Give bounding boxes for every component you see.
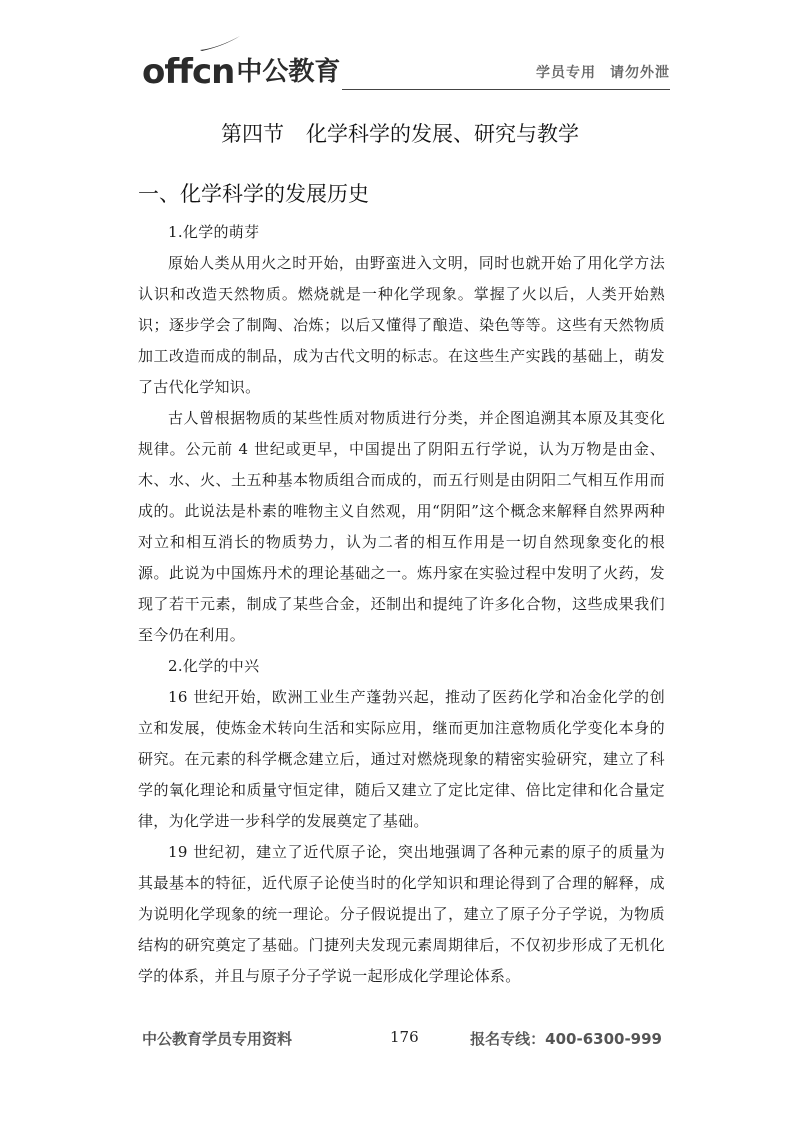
header-tag-right: 请勿外泄 bbox=[610, 65, 670, 81]
subheading-revival: 2.化学的中兴 bbox=[168, 657, 260, 675]
paragraph: 19 世纪初，建立了近代原子论，突出地强调了各种元素的原子的质量为其最基本的特征，近代原子论使当时的化学知识和理论得到了合理的解释，成为说明化学现象的统一理论。分子假说提出了，建立了原子分子学说，为物质结构的研究奠定了基础。门捷列夫发现元素周期律后，不仅初步形成了无机化学的体系，并且与原子分子学说一起形成化学理论体系。 bbox=[138, 843, 665, 985]
page-number: 176 bbox=[390, 1028, 419, 1046]
footer-left: 中公教育学员专用资料 bbox=[142, 1030, 293, 1048]
paragraph: 原始人类从用火之时开始，由野蛮进入文明，同时也就开始了用化学方法认识和改造天然物质。燃烧就是一种化学现象。掌握了火以后，人类开始熟识；逐步学会了制陶、冶炼；以后又懂得了酿造、染色等等。这些有天然物质加工改造而成的制品，成为古代文明的标志。在这些生产实践的基础上，萌发了古代化学知识。 bbox=[138, 254, 665, 396]
logo-swoosh-icon bbox=[198, 34, 242, 52]
logo-cn-text: 中公教育 bbox=[236, 57, 341, 87]
subheading-sprout: 1.化学的萌芽 bbox=[168, 223, 260, 241]
body-text bbox=[138, 217, 665, 992]
heading-1: 一、化学科学的发展历史 bbox=[138, 182, 369, 206]
offcn-logo bbox=[142, 40, 340, 92]
page-header bbox=[142, 40, 670, 92]
header-rule bbox=[342, 89, 670, 90]
page-footer bbox=[142, 1028, 662, 1052]
header-tag bbox=[536, 62, 670, 82]
paragraph: 16 世纪开始，欧洲工业生产蓬勃兴起，推动了医药化学和冶金化学的创立和发展，使炼金术转向生活和实际应用，继而更加注意物质化学变化本身的研究。在元素的科学概念建立后，通过对燃烧现象的精密实验研究，建立了科学的氧化理论和质量守恒定律，随后又建立了定比定律、倍比定律和化合量定律，为化学进一步科学的发展奠定了基础。 bbox=[138, 688, 665, 830]
paragraph: 古人曾根据物质的某些性质对物质进行分类，并企图追溯其本原及其变化规律。公元前 4 世纪或更早，中国提出了阴阳五行学说，认为万物是由金、木、水、火、土五种基本物质组合而成的，而五行则是由阴阳二气相互作用而成的。此说法是朴素的唯物主义自然观，用“阴阳”这个概念来解释自然界两种对立和相互消长的物质势力，认为二者的相互作用是一切自然现象变化的根源。此说为中国炼丹术的理论基础之一。炼丹家在实验过程中发明了火药，发现了若干元素，制成了某些合金，还制出和提纯了许多化合物，这些成果我们至今仍在利用。 bbox=[138, 409, 665, 644]
section-number: 第四节 bbox=[221, 122, 284, 146]
section-title bbox=[0, 118, 800, 148]
section-title-text: 化学科学的发展、研究与教学 bbox=[306, 122, 579, 146]
footer-right: 报名专线：400-6300-999 bbox=[470, 1030, 662, 1048]
logo-latin-text: offcn bbox=[142, 52, 235, 92]
header-tag-left: 学员专用 bbox=[536, 65, 596, 81]
